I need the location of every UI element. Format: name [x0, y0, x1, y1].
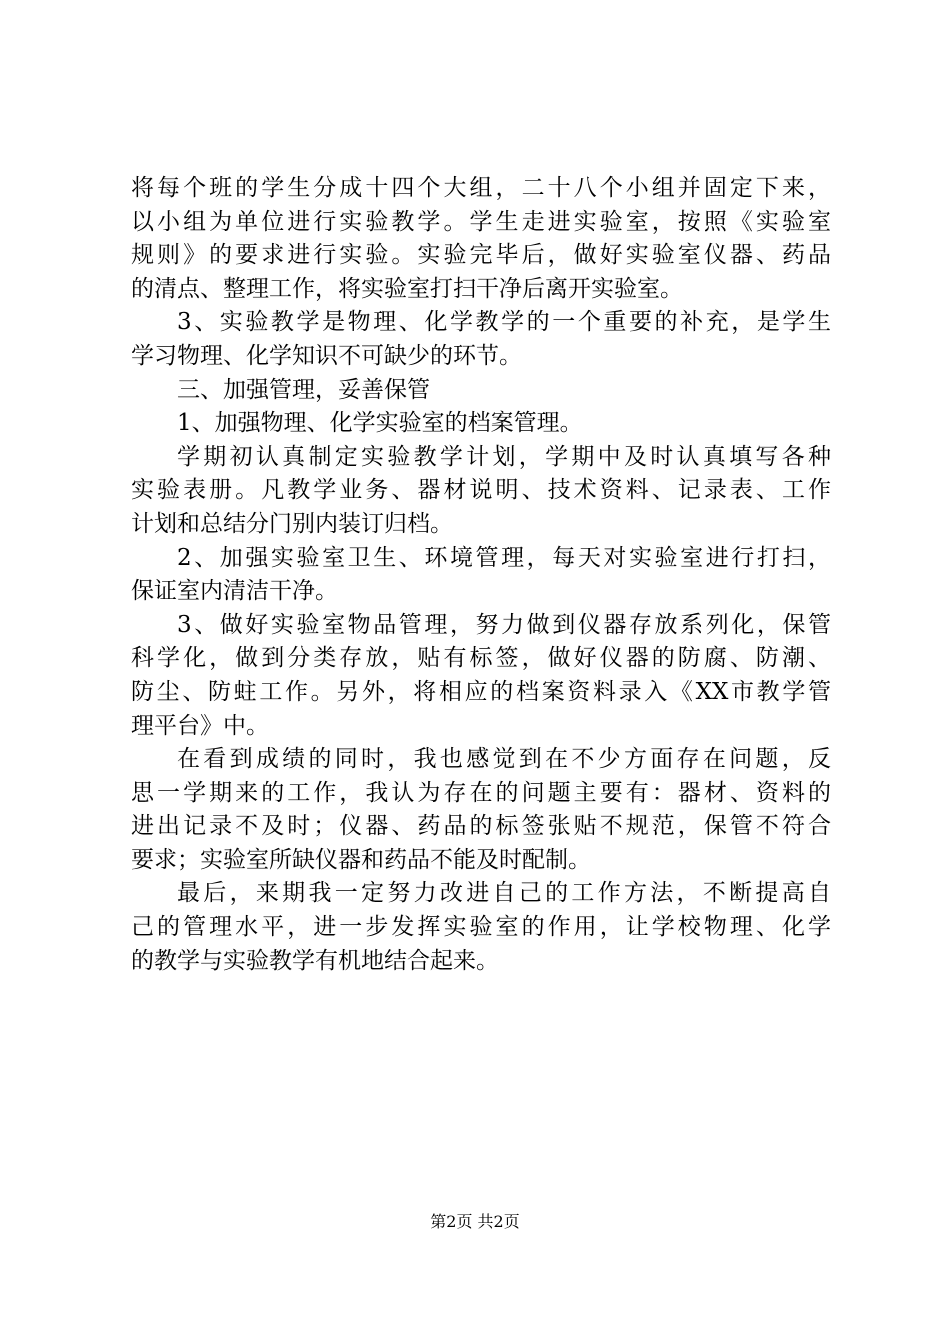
paragraph-line: 3、做好实验室物品管理，努力做到仪器存放系列化，保管: [177, 611, 831, 638]
paragraph-line: 以小组为单位进行实验教学。学生走进实验室，按照《实验室: [131, 208, 831, 235]
paragraph-line: 3、实验教学是物理、化学教学的一个重要的补充，是学生: [177, 309, 831, 336]
page-number-footer: 第2页 共2页: [430, 1212, 520, 1231]
paragraph-line: 的清点、整理工作，将实验室打扫干净后离开实验室。: [131, 275, 683, 302]
document-body: [131, 172, 831, 978]
paragraph-line: 防尘、防蛀工作。另外，将相应的档案资料录入《XX市教学管: [131, 678, 831, 705]
paragraph-line: 在看到成绩的同时，我也感觉到在不少方面存在问题，反: [177, 746, 831, 773]
paragraph-line: 规则》的要求进行实验。实验完毕后，做好实验室仪器、药品: [131, 242, 831, 269]
paragraph-line: 保证室内清洁干净。: [131, 578, 338, 605]
paragraph-line: 实验表册。凡教学业务、器材说明、技术资料、记录表、工作: [131, 477, 831, 504]
paragraph-line: 将每个班的学生分成十四个大组，二十八个小组并固定下来，: [131, 175, 831, 201]
paragraph-line: 计划和总结分门别内装订归档。: [131, 510, 453, 537]
paragraph-line: 要求；实验室所缺仪器和药品不能及时配制。: [131, 846, 591, 873]
paragraph-line: 2、加强实验室卫生、环境管理，每天对实验室进行打扫，: [177, 544, 831, 571]
paragraph-line: 最后，来期我一定努力改进自己的工作方法，不断提高自: [177, 880, 831, 907]
paragraph-line: 己的管理水平，进一步发挥实验室的作用，让学校物理、化学: [131, 914, 831, 941]
paragraph-line: 1、加强物理、化学实验室的档案管理。: [177, 410, 583, 437]
paragraph-line: 科学化，做到分类存放，贴有标签，做好仪器的防腐、防潮、: [131, 645, 831, 672]
paragraph-line: 进出记录不及时；仪器、药品的标签张贴不规范，保管不符合: [131, 813, 831, 840]
paragraph-line: 思一学期来的工作，我认为存在的问题主要有：器材、资料的: [131, 779, 831, 806]
paragraph-line: 学习物理、化学知识不可缺少的环节。: [131, 342, 522, 369]
section-heading: 三、加强管理，妥善保管: [177, 376, 430, 403]
paragraph-line: 学期初认真制定实验教学计划，学期中及时认真填写各种: [177, 443, 831, 470]
paragraph-line: 理平台》中。: [131, 712, 269, 739]
paragraph-line: 的教学与实验教学有机地结合起来。: [131, 947, 499, 974]
